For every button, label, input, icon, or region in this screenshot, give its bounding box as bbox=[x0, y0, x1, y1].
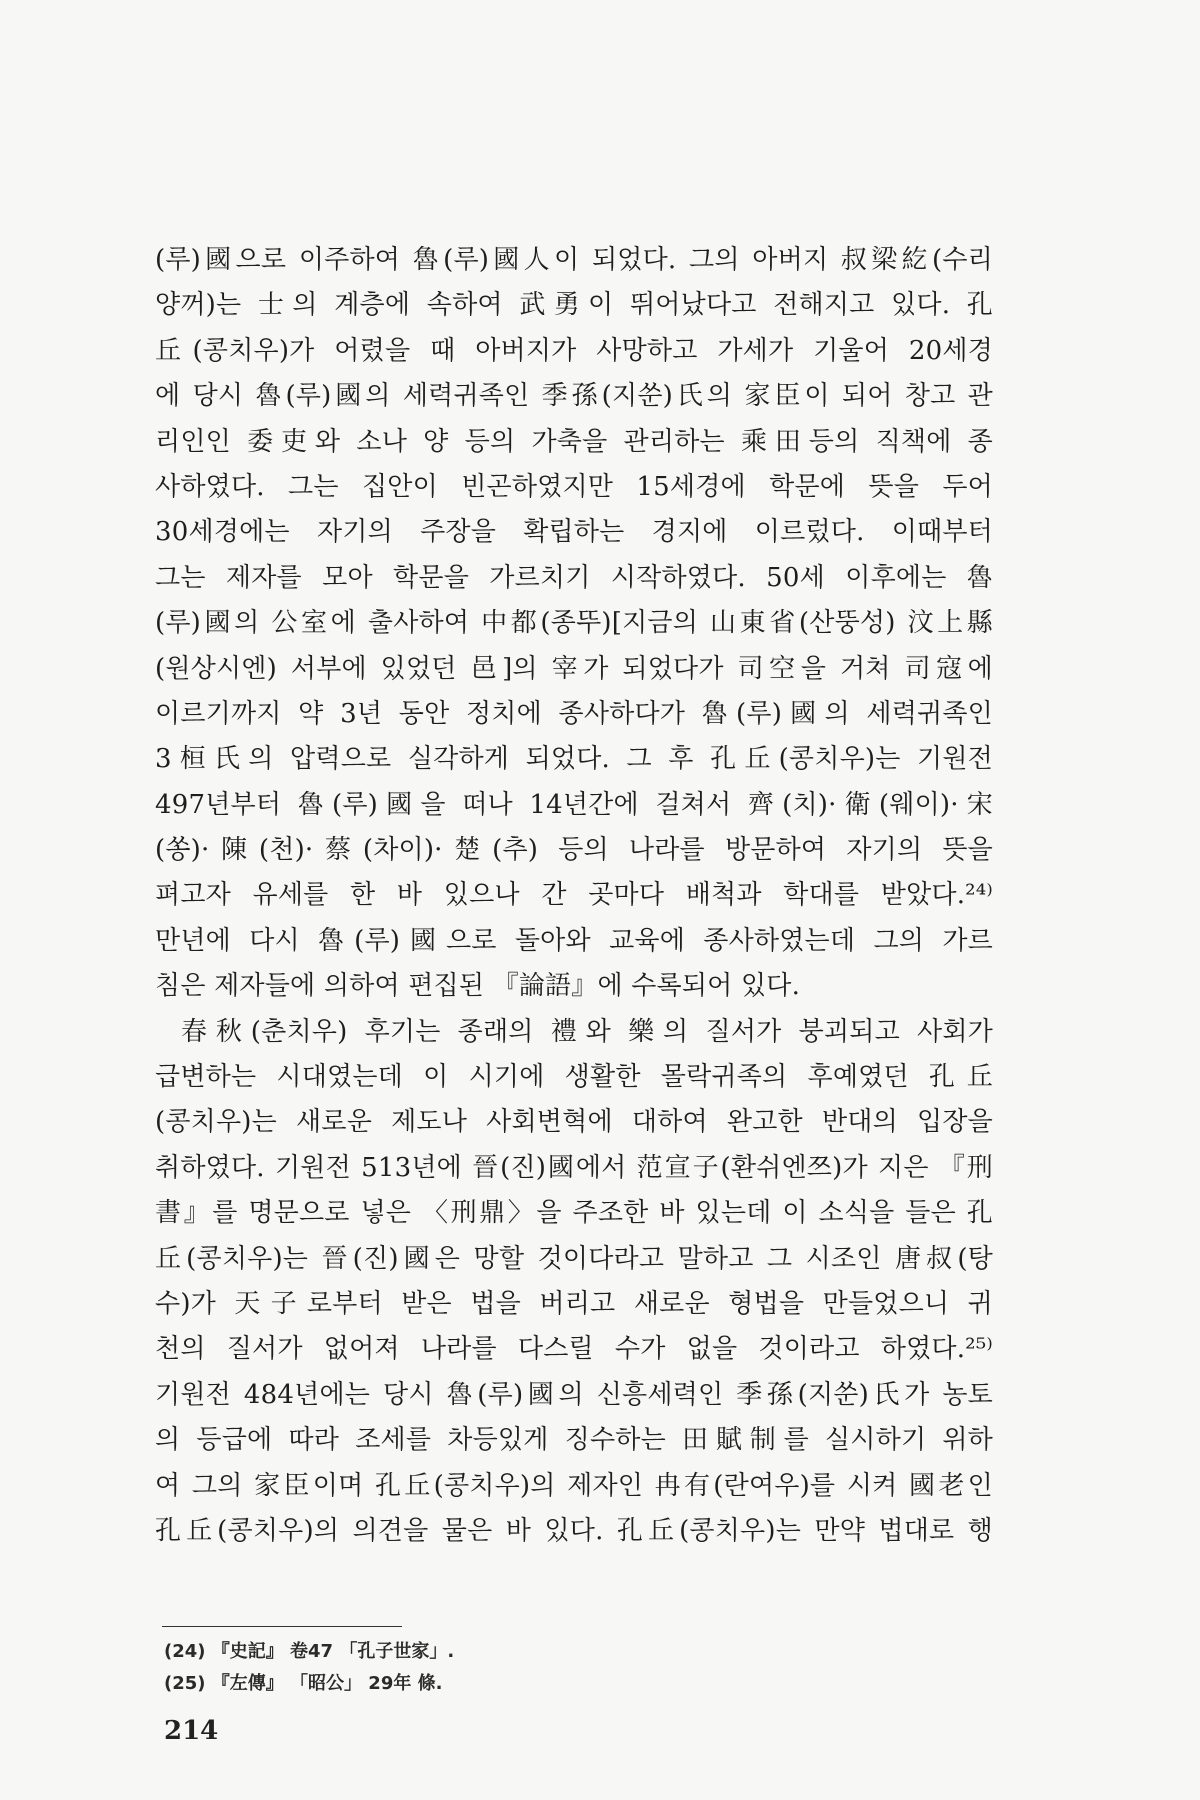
text-line: 書』를 명문으로 넣은 〈刑鼎〉을 주조한 바 있는데 이 소식을 들은 孔 bbox=[155, 1198, 993, 1229]
text-line: (쏭)·陳(천)·蔡(차이)·楚(추) 등의 나라를 방문하여 자기의 뜻을 bbox=[155, 835, 993, 866]
text-line: 丘(콩치우)가 어렸을 때 아버지가 사망하고 가세가 기울어 20세경 bbox=[155, 335, 993, 366]
text-line: 천의 질서가 없어져 나라를 다스릴 수가 없을 것이라고 하였다.²⁵⁾ bbox=[155, 1334, 993, 1365]
text-line: 30세경에는 자기의 주장을 확립하는 경지에 이르렀다. 이때부터 bbox=[155, 517, 993, 548]
text-line: 여 그의 家臣이며 孔丘(콩치우)의 제자인 冉有(란여우)를 시켜 國老인 bbox=[155, 1470, 993, 1501]
text-line: (원상시엔) 서부에 있었던 邑]의 宰가 되었다가 司空을 거쳐 司寇에 bbox=[155, 653, 993, 684]
footnote-25: (25) 『左傳』 「昭公」 29年 條. bbox=[164, 1673, 443, 1694]
text-line: 에 당시 魯(루)國의 세력귀족인 季孫(지쑨)氏의 家臣이 되어 창고 관 bbox=[155, 381, 993, 412]
text-line: 취하였다. 기원전 513년에 晉(진)國에서 范宣子(환쉬엔쯔)가 지은 『刑 bbox=[155, 1152, 993, 1183]
text-line: 孔丘(콩치우)의 의견을 물은 바 있다. 孔丘(콩치우)는 만약 법대로 행 bbox=[155, 1515, 993, 1546]
footnote-divider bbox=[162, 1626, 402, 1627]
text-line: 사하였다. 그는 집안이 빈곤하였지만 15세경에 학문에 뜻을 두어 bbox=[155, 471, 993, 502]
text-line: 만년에 다시 魯(루)國으로 돌아와 교육에 종사하였는데 그의 가르 bbox=[155, 925, 993, 956]
text-line: 丘(콩치우)는 晉(진)國은 망할 것이다라고 말하고 그 시조인 唐叔(탕 bbox=[155, 1243, 993, 1274]
page-number: 214 bbox=[164, 1716, 219, 1746]
text-line: (루)國의 公室에 출사하여 中都(종뚜)[지금의 山東省(산뚱성) 汶上縣 bbox=[155, 608, 993, 639]
text-line: 이르기까지 약 3년 동안 정치에 종사하다가 魯(루)國의 세력귀족인 bbox=[155, 698, 993, 729]
footnote-24: (24) 『史記』 卷47 「孔子世家」. bbox=[164, 1641, 455, 1662]
text-line: 그는 제자를 모아 학문을 가르치기 시작하였다. 50세 이후에는 魯 bbox=[155, 562, 993, 593]
footnotes bbox=[164, 1636, 764, 1700]
text-line: 春秋(춘치우) 후기는 종래의 禮와 樂의 질서가 붕괴되고 사회가 bbox=[181, 1016, 993, 1047]
text-line: 의 등급에 따라 조세를 차등있게 징수하는 田賦制를 실시하기 위하 bbox=[155, 1425, 993, 1456]
text-line: (루)國으로 이주하여 魯(루)國人이 되었다. 그의 아버지 叔梁紇(수리 bbox=[155, 245, 994, 275]
text-line: 497년부터 魯(루)國을 떠나 14년간에 걸쳐서 齊(치)·衛(웨이)·宋 bbox=[155, 789, 993, 820]
text-line: 3桓氏의 압력으로 실각하게 되었다. 그 후 孔丘(콩치우)는 기원전 bbox=[155, 744, 993, 775]
text-line: 수)가 天子로부터 받은 법을 버리고 새로운 형법을 만들었으니 귀 bbox=[155, 1288, 993, 1319]
text-line: 양꺼)는 士의 계층에 속하여 武勇이 뛰어났다고 전해지고 있다. 孔 bbox=[155, 290, 993, 321]
text-line: 펴고자 유세를 한 바 있으나 간 곳마다 배척과 학대를 받았다.²⁴⁾ bbox=[155, 880, 993, 911]
text-line: 기원전 484년에는 당시 魯(루)國의 신흥세력인 季孫(지쑨)氏가 농토 bbox=[155, 1379, 993, 1410]
text-line: (콩치우)는 새로운 제도나 사회변혁에 대하여 완고한 반대의 입장을 bbox=[155, 1107, 993, 1138]
text-line: 침은 제자들에 의하여 편집된 『論語』에 수록되어 있다. bbox=[155, 971, 801, 1002]
body-text bbox=[155, 238, 993, 1554]
text-line: 리인인 委吏와 소나 양 등의 가축을 관리하는 乘田등의 직책에 종 bbox=[155, 426, 993, 457]
text-line: 급변하는 시대였는데 이 시기에 생활한 몰락귀족의 후예였던 孔丘 bbox=[155, 1062, 993, 1093]
